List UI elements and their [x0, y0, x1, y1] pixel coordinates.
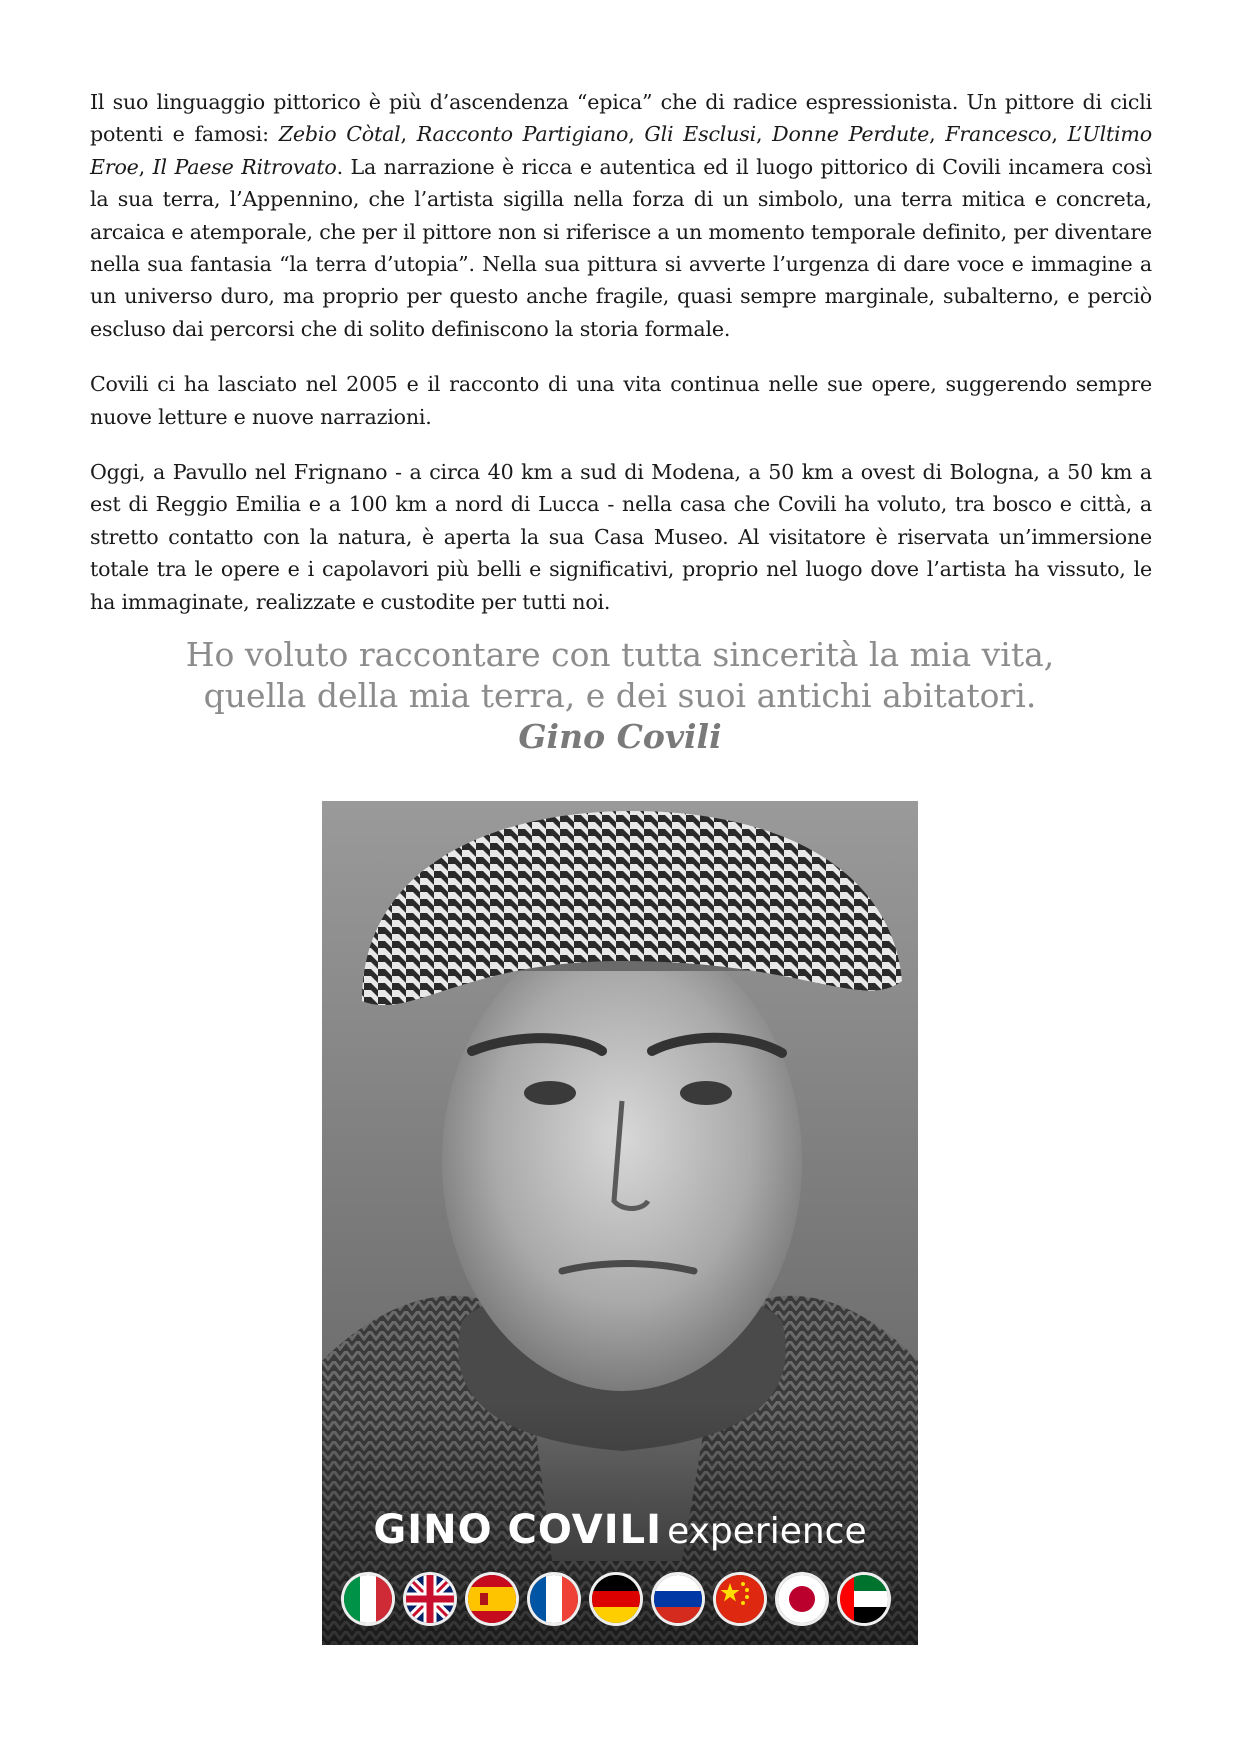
- work-title: Il Paese Ritrovato: [152, 154, 337, 179]
- work-title: L’Ultimo Eroe: [90, 122, 1152, 179]
- chinese-flag-icon[interactable]: [716, 1575, 764, 1623]
- paragraph-text: . La narrazione è ricca e autentica ed il luogo pittorico di Covili incamera così la sua terra, l’Appennino, che l’artista sigilla nella forza di un simbolo, una terra mitica e concreta, arcaica e atemporale, che per il pittore non si riferisce a un momento temporale definito, per diventare nella sua fantasia “la terra d’utopia”. Nella sua pittura si avverte l’urgenza di dare voce e immagine a un universo duro, ma proprio per questo anche fragile, quasi sempre marginale, subalterno, e perciò escluso dai percorsi che di solito definiscono la storia formale.: [90, 154, 1152, 341]
- article-body: [90, 86, 1152, 641]
- language-flags: [340, 1575, 900, 1625]
- work-title: Zebio Còtal: [278, 122, 401, 147]
- paragraph-legacy: Covili ci ha lasciato nel 2005 e il racconto di una vita continua nelle sue opere, suggerendo sempre nuove letture e nuove narrazioni.: [90, 372, 1152, 429]
- quote-line: quella della mia terra, e dei suoi antichi abitatori.: [203, 676, 1037, 715]
- work-title: Racconto Partigiano: [416, 122, 629, 147]
- russian-flag-icon[interactable]: [654, 1575, 702, 1623]
- japanese-flag-icon[interactable]: [778, 1575, 826, 1623]
- quote-line: Ho voluto raccontare con tutta sincerità la mia vita,: [185, 635, 1055, 674]
- poster-brand: [322, 1507, 918, 1553]
- paragraph-epic-style: Il suo linguaggio pittorico è più d’ascendenza “epica” che di radice espressionista. Un pittore di cicli potenti e famosi: Zebio Còtal, Racconto Partigiano, Gli Esclusi, Donne Perdute, Francesco, L’Ultimo Eroe, Il Paese Ritrovato. La narrazione è ricca e autentica ed il luogo pittorico di Covili incamera così la sua terra, l’Appennino, che l’artista sigilla nella forza di un simbolo, una terra mitica e concreta, arcaica e atemporale, che per il pittore non si riferisce a un momento temporale definito, per diventare nella sua fantasia “la terra d’utopia”. Nella sua pittura si avverte l’urgenza di dare voce e immagine a un universo duro, ma proprio per questo anche fragile, quasi sempre marginale, subalterno, e perciò escluso dai percorsi che di solito definiscono la storia formale.: [90, 90, 1152, 341]
- spanish-flag-icon[interactable]: [468, 1575, 516, 1623]
- artist-quote: [0, 634, 1240, 757]
- uae-flag-icon[interactable]: [840, 1575, 888, 1623]
- uk-flag-icon[interactable]: [406, 1575, 454, 1623]
- brand-name: GINO COVILI: [373, 1507, 662, 1553]
- paragraph-text: Il suo linguaggio pittorico è più d’ascendenza “epica” che di radice espressionista. Un pittore di cicli potenti e famosi:: [90, 90, 1152, 147]
- german-flag-icon[interactable]: [592, 1575, 640, 1623]
- poster-image: [322, 801, 918, 1645]
- french-flag-icon[interactable]: [530, 1575, 578, 1623]
- paragraph-casa-museo: Oggi, a Pavullo nel Frignano - a circa 40 km a sud di Modena, a 50 km a ovest di Bologna, a 50 km a est di Reggio Emilia e a 100 km a nord di Lucca - nella casa che Covili ha voluto, tra bosco e città, a stretto contatto con la natura, è aperta la sua Casa Museo. Al visitatore è riservata un’immersione totale tra le opere e i capolavori più belli e significativi, proprio nel luogo dove l’artista ha vissuto, le ha immaginate, realizzate e custodite per tutti noi.: [90, 460, 1152, 614]
- work-title: Francesco: [945, 122, 1052, 147]
- work-title: Donne Perdute: [772, 122, 930, 147]
- brand-experience: experience: [667, 1511, 867, 1552]
- work-title: Gli Esclusi: [644, 122, 756, 147]
- quote-author: Gino Covili: [518, 717, 722, 756]
- italian-flag-icon[interactable]: [344, 1575, 392, 1623]
